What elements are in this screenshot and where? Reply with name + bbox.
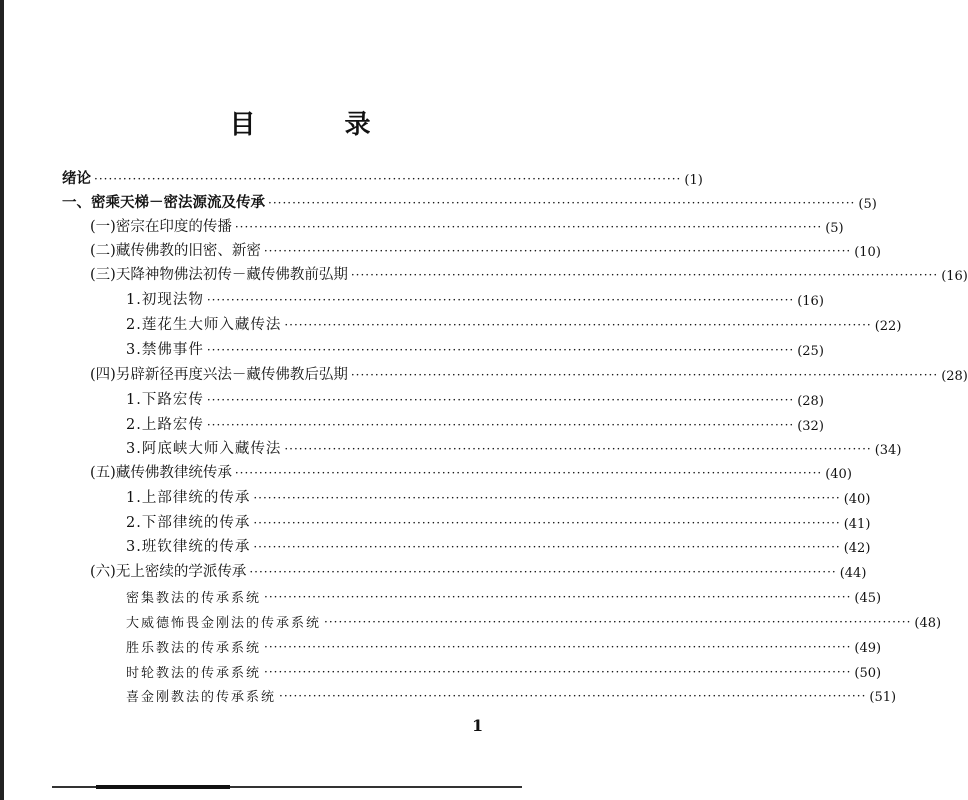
toc-entry[interactable]: [90, 262, 968, 284]
dot-leader: ··························································································································: [94, 172, 682, 186]
toc-entry[interactable]: [126, 510, 871, 532]
toc-entry-label: (六)无上密续的学派传承: [90, 564, 247, 580]
toc-entry-label: 1.上部律统的传承: [126, 490, 251, 506]
toc-entry-label: (五)藏传佛教律统传承: [90, 465, 232, 481]
dot-leader: ··························································································································: [234, 466, 823, 480]
dot-leader: ··························································································································: [284, 318, 872, 332]
dot-leader: ··························································································································: [206, 343, 795, 357]
toc-entry-label: 1.下路宏传: [126, 392, 204, 408]
toc-entry[interactable]: [126, 312, 902, 334]
toc-entry[interactable]: [126, 609, 942, 631]
toc-entry-label: 2.上路宏传: [126, 417, 204, 433]
toc-entry-label: (二)藏传佛教的旧密、新密: [90, 243, 261, 259]
dot-leader: ··························································································································: [264, 640, 852, 654]
toc-entry[interactable]: [62, 166, 703, 188]
toc-entry-page: (5): [858, 197, 877, 212]
toc-entry[interactable]: [126, 584, 882, 606]
toc-entry[interactable]: [90, 238, 881, 260]
dot-leader: ··························································································································: [234, 220, 823, 234]
toc-entry-label: 时轮教法的传承系统: [126, 666, 262, 681]
toc-entry-label: 一、密乘天梯－密法源流及传承: [62, 194, 265, 211]
toc-entry-label: 密集教法的传承系统: [126, 591, 262, 606]
dot-leader: ··························································································································: [253, 491, 841, 505]
toc-entry[interactable]: [62, 190, 877, 212]
toc-entry-page: (1): [684, 173, 703, 188]
toc-entry[interactable]: [126, 659, 882, 681]
toc-entry[interactable]: [90, 559, 867, 581]
toc-entry-page: (41): [843, 517, 871, 532]
dot-leader: ··························································································································: [253, 540, 841, 554]
toc-entry-label: 3.班钦律统的传承: [126, 539, 251, 555]
toc-entry-page: (22): [874, 319, 902, 334]
page-title: 目 录: [229, 110, 411, 140]
toc-entry[interactable]: [126, 436, 902, 458]
toc-entry-page: (48): [914, 616, 942, 631]
toc-entry-page: (45): [854, 591, 882, 606]
dot-leader: ··························································································································: [279, 689, 867, 703]
toc-entry-page: (40): [843, 492, 871, 507]
toc-entry-label: 3.禁佛事件: [126, 342, 204, 358]
toc-entry-page: (50): [854, 666, 882, 681]
toc-entry[interactable]: [126, 337, 824, 359]
toc-entry[interactable]: [126, 485, 871, 507]
toc-entry-label: 喜金刚教法的传承系统: [126, 690, 277, 705]
dot-leader: ··························································································································: [263, 244, 852, 258]
dot-leader: ··························································································································: [324, 615, 912, 629]
dot-leader: ··························································································································: [264, 590, 852, 604]
toc-entry[interactable]: [126, 287, 824, 309]
toc-entry[interactable]: [126, 534, 871, 556]
dot-leader: ··························································································································: [206, 393, 795, 407]
toc-entry-page: (28): [797, 394, 824, 409]
toc-entry-page: (5): [825, 221, 844, 236]
toc-entry-label: (四)另辟新径再度兴法－藏传佛教后弘期: [90, 367, 348, 383]
toc-entry-label: 绪论: [62, 170, 91, 187]
toc-entry-page: (10): [854, 245, 881, 260]
dot-leader: ··························································································································: [350, 268, 939, 282]
toc-entry[interactable]: [126, 412, 824, 434]
toc-entry-page: (32): [797, 419, 824, 434]
toc-entry-page: (16): [797, 294, 824, 309]
toc-entry[interactable]: [126, 387, 824, 409]
toc-entry-page: (16): [941, 269, 968, 284]
toc-entry-label: (一)密宗在印度的传播: [90, 219, 232, 235]
toc-entry-label: 3.阿底峡大师入藏传法: [126, 441, 282, 457]
toc-entry-label: 胜乐教法的传承系统: [126, 641, 262, 656]
toc-entry-page: (34): [874, 443, 902, 458]
toc-entry-label: 大威德怖畏金刚法的传承系统: [126, 616, 322, 631]
toc-entry-page: (51): [869, 690, 897, 705]
toc-entry[interactable]: [90, 362, 968, 384]
toc-entry-page: (40): [825, 467, 852, 482]
toc-entry[interactable]: [90, 460, 852, 482]
dot-leader: ··························································································································: [249, 565, 837, 579]
toc-entry-page: (25): [797, 344, 824, 359]
toc-entry-page: (28): [941, 369, 968, 384]
toc-entry-page: (44): [839, 566, 867, 581]
toc-entry[interactable]: [90, 214, 844, 236]
bottom-rule-thick: [96, 785, 230, 789]
toc-entry[interactable]: [126, 634, 882, 656]
dot-leader: ··························································································································: [264, 665, 852, 679]
dot-leader: ··························································································································: [206, 418, 795, 432]
dot-leader: ··························································································································: [284, 442, 872, 456]
dot-leader: ··························································································································: [350, 368, 939, 382]
toc-entry-label: 2.下部律统的传承: [126, 515, 251, 531]
dot-leader: ··························································································································: [253, 516, 841, 530]
toc-entry-label: 2.莲花生大师入藏传法: [126, 317, 282, 333]
toc-entry-page: (42): [843, 541, 871, 556]
toc-entry-page: (49): [854, 641, 882, 656]
toc-entry[interactable]: [126, 683, 897, 705]
dot-leader: ··························································································································: [206, 293, 795, 307]
page-number: 1: [472, 716, 484, 735]
dot-leader: ··························································································································: [268, 196, 856, 210]
toc-entry-label: (三)天降神物佛法初传－藏传佛教前弘期: [90, 267, 348, 283]
toc-entry-label: 1.初现法物: [126, 292, 204, 308]
